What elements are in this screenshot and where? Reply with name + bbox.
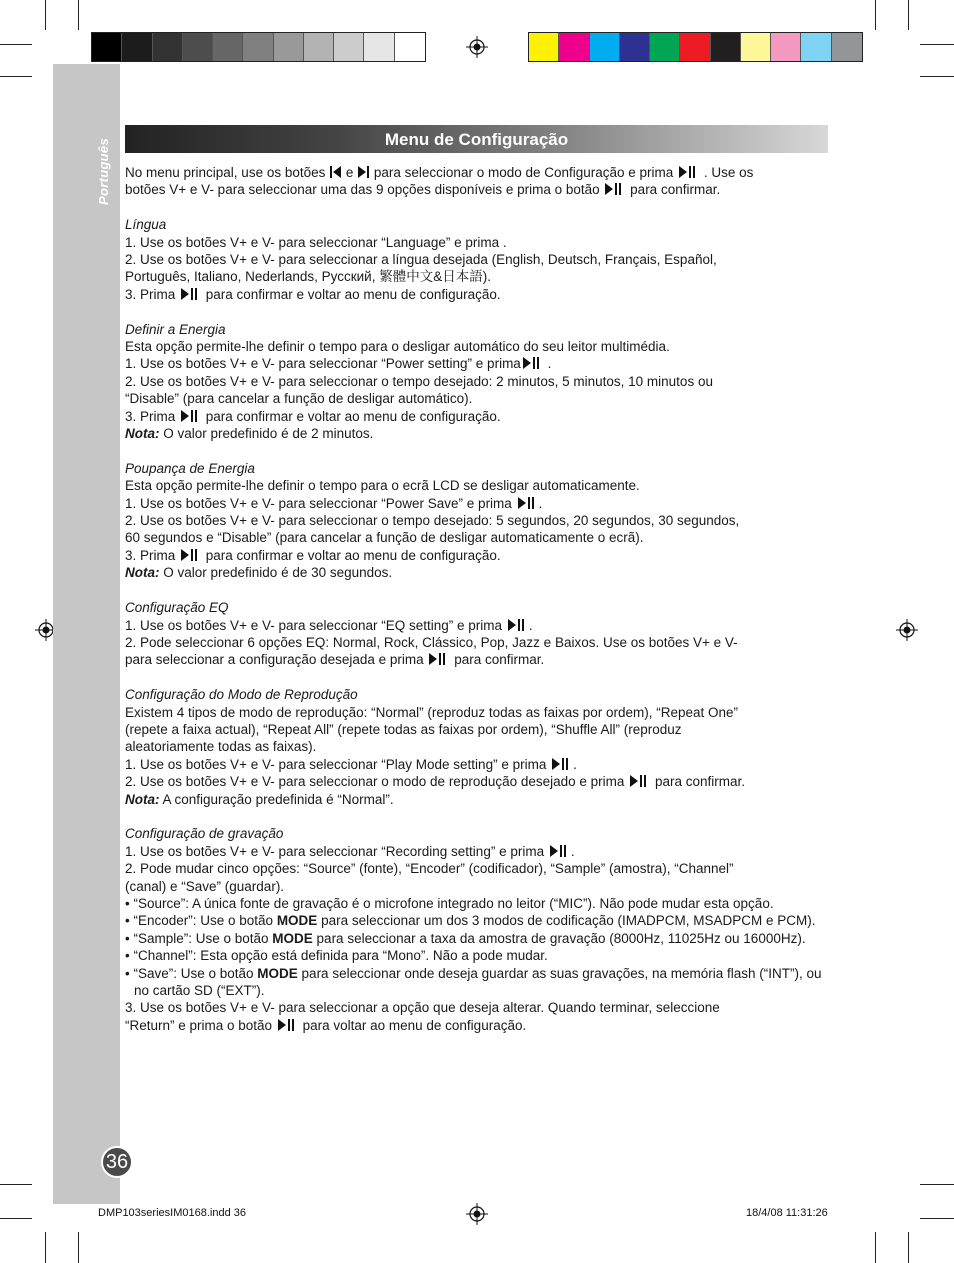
play-pause-icon <box>180 287 201 301</box>
color-swatch <box>620 33 650 61</box>
subsection-title: Configuração de gravação <box>125 826 284 842</box>
color-swatch <box>771 33 801 61</box>
step: 2. Pode mudar cinco opções: “Source” (fonte), “Encoder” (codificador), “Sample” (amostra), “Channel” <box>125 861 734 877</box>
bullet-item: • “Source”: A única fonte de gravação é o microfone integrado no leitor (“MIC”). Não pode mudar esta opção. <box>125 895 774 911</box>
color-swatch <box>559 33 589 61</box>
step: Português, Italiano, Nederlands, Русский, 繁體中文&日本語). <box>125 269 491 285</box>
crop-mark <box>0 44 32 45</box>
step: 1. Use os botões V+ e V- para seleccionar “EQ setting” e prima . <box>125 617 533 633</box>
step: 3. Prima para confirmar e voltar ao menu de configuração. <box>125 547 501 563</box>
step: 3. Use os botões V+ e V- para seleccionar a opção que deseja alterar. Quando terminar, seleccione <box>125 1000 720 1016</box>
step: 2. Use os botões V+ e V- para seleccionar o tempo desejado: 2 minutos, 5 minutos, 10 minutos ou <box>125 373 713 389</box>
content <box>125 164 825 1034</box>
color-swatch <box>832 33 862 61</box>
step: (canal) e “Save” (guardar). <box>125 878 285 894</box>
subsection-title: Poupança de Energia <box>125 460 255 476</box>
language-label: Português <box>96 138 111 205</box>
description: (repete a faixa actual), “Repeat All” (repete todas as faixas por ordem), “Shuffle All” (reproduz <box>125 721 682 737</box>
crop-mark <box>908 1232 909 1263</box>
color-swatch <box>590 33 620 61</box>
description: aleatoriamente todas as faixas). <box>125 739 317 755</box>
step: 1. Use os botões V+ e V- para seleccionar “Recording setting” e prima . <box>125 843 575 859</box>
step: “Return” e prima o botão para voltar ao menu de configuração. <box>125 1017 527 1033</box>
previous-icon <box>329 165 342 179</box>
color-swatch <box>801 33 831 61</box>
color-bar <box>528 32 863 62</box>
note: Nota: A configuração predefinida é “Normal”. <box>125 791 394 807</box>
color-swatch <box>274 33 304 61</box>
color-swatch <box>711 33 741 61</box>
step: para seleccionar a configuração desejada e prima para confirmar. <box>125 652 545 668</box>
play-pause-icon <box>277 1018 298 1032</box>
play-pause-icon <box>428 652 449 666</box>
step: 2. Use os botões V+ e V- para seleccionar o modo de reprodução desejado e prima para confirmar. <box>125 774 745 790</box>
step: 60 segundos e “Disable” (para cancelar a função de desligar automaticamente o ecrã). <box>125 530 644 546</box>
color-swatch <box>243 33 273 61</box>
crop-mark <box>920 1218 954 1219</box>
footer-file: DMP103seriesIM0168.indd 36 <box>98 1207 246 1219</box>
play-pause-icon <box>551 757 572 771</box>
crop-mark <box>45 1232 46 1263</box>
crop-mark <box>875 0 876 30</box>
color-swatch <box>304 33 334 61</box>
crop-mark <box>0 1184 32 1185</box>
crop-mark <box>875 1232 876 1263</box>
crop-mark <box>920 76 954 77</box>
play-pause-icon <box>629 774 650 788</box>
description: Esta opção permite-lhe definir o tempo para o ecrã LCD se desligar automaticamente. <box>125 478 640 494</box>
play-pause-icon <box>678 165 699 179</box>
footer-date: 18/4/08 11:31:26 <box>746 1207 828 1219</box>
color-swatch <box>364 33 394 61</box>
play-pause-icon <box>507 618 528 632</box>
play-pause-icon <box>604 182 625 196</box>
crop-mark <box>78 0 79 30</box>
color-swatch <box>529 33 559 61</box>
step: “Disable” (para cancelar a função de desligar automático). <box>125 391 473 407</box>
color-swatch <box>334 33 364 61</box>
bullet-item: • “Save”: Use o botão MODE para seleccionar onde deseja guardar as suas gravações, na memória flash (“INT”), ou no cartão SD (“EXT”). <box>125 965 822 998</box>
step: 1. Use os botões V+ e V- para seleccionar “Power Save” e prima . <box>125 495 543 511</box>
crop-mark <box>920 44 954 45</box>
step: 1. Use os botões V+ e V- para seleccionar “Language” e prima . <box>125 234 507 250</box>
crop-mark <box>45 0 46 30</box>
step: 2. Pode seleccionar 6 opções EQ: Normal, Rock, Clássico, Pop, Jazz e Baixos. Use os botões V+ e V- <box>125 634 738 650</box>
crop-mark <box>0 76 32 77</box>
side-band <box>53 64 120 1204</box>
crop-mark <box>0 1218 32 1219</box>
page-number: 36 <box>101 1146 133 1178</box>
intro-line: No menu principal, use os botões e para seleccionar o modo de Configuração e prima . Use os <box>125 165 754 180</box>
crop-mark <box>908 0 909 30</box>
step: 2. Use os botões V+ e V- para seleccionar o tempo desejado: 5 segundos, 20 segundos, 30 segundos, <box>125 513 740 529</box>
grayscale-bar <box>91 32 426 62</box>
step: 3. Prima para confirmar e voltar ao menu de configuração. <box>125 408 501 424</box>
registration-target-icon <box>466 36 488 58</box>
play-pause-icon <box>180 409 201 423</box>
description: Existem 4 tipos de modo de reprodução: “Normal” (reproduz todas as faixas por ordem), “Repeat One” <box>125 704 739 720</box>
step: 2. Use os botões V+ e V- para seleccionar a língua desejada (English, Deutsch, Français, Español, <box>125 252 717 268</box>
description: Esta opção permite-lhe definir o tempo para o desligar automático do seu leitor multimédia. <box>125 339 670 355</box>
bullet-item: • “Channel”: Esta opção está definida para “Mono”. Não a pode mudar. <box>125 948 548 964</box>
color-swatch <box>741 33 771 61</box>
section-header <box>125 125 828 153</box>
color-swatch <box>680 33 710 61</box>
bullet-item: • “Sample”: Use o botão MODE para seleccionar a taxa da amostra de gravação (8000Hz, 11025Hz ou 16000Hz). <box>125 930 806 946</box>
subsection-title: Definir a Energia <box>125 321 226 337</box>
crop-mark <box>78 1232 79 1263</box>
registration-target-icon <box>896 619 918 641</box>
play-pause-icon <box>522 356 543 370</box>
step: 1. Use os botões V+ e V- para seleccionar “Power setting” e prima . <box>125 356 552 372</box>
note: Nota: O valor predefinido é de 2 minutos. <box>125 426 374 442</box>
color-swatch <box>395 33 425 61</box>
color-swatch <box>92 33 122 61</box>
subsection-title: Configuração EQ <box>125 600 229 616</box>
subsection-title: Língua <box>125 217 167 233</box>
color-swatch <box>153 33 183 61</box>
intro-line: botões V+ e V- para seleccionar uma das 9 opções disponíveis e prima o botão para confirmar. <box>125 182 721 198</box>
subsection-title: Configuração do Modo de Reprodução <box>125 687 358 703</box>
play-pause-icon <box>549 844 570 858</box>
color-swatch <box>183 33 213 61</box>
play-pause-icon <box>517 496 538 510</box>
color-swatch <box>122 33 152 61</box>
bullet-item: • “Encoder”: Use o botão MODE para seleccionar um dos 3 modos de codificação (IMADPCM, MSADPCM e PCM). <box>125 913 816 929</box>
color-swatch <box>213 33 243 61</box>
step: 1. Use os botões V+ e V- para seleccionar “Play Mode setting” e prima . <box>125 756 577 772</box>
section-title: Menu de Configuração <box>384 130 569 149</box>
crop-mark <box>920 1184 954 1185</box>
registration-target-icon <box>466 1203 488 1225</box>
color-swatch <box>650 33 680 61</box>
next-icon <box>357 165 370 179</box>
note: Nota: O valor predefinido é de 30 segundos. <box>125 565 393 581</box>
step: 3. Prima para confirmar e voltar ao menu de configuração. <box>125 286 501 302</box>
play-pause-icon <box>180 548 201 562</box>
